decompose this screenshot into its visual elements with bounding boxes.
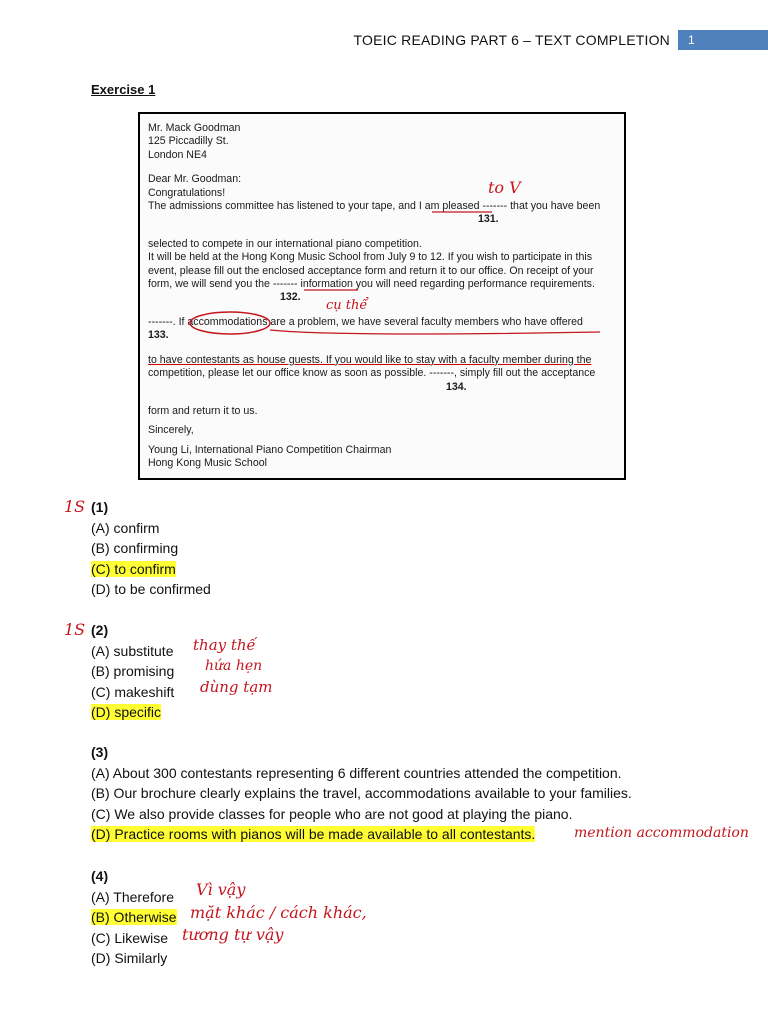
handwritten-note: mention accommodation xyxy=(574,825,749,841)
option-answer[interactable]: (D) Practice rooms with pianos will be made available to all contestants. xyxy=(91,826,536,843)
letter-line: The admissions committee has listened to your tape, and I am pleased ------- that you have been xyxy=(148,200,601,213)
question-number: (1) xyxy=(91,499,109,515)
question-number: (4) xyxy=(91,868,109,884)
letter-line: form, we will send you the ------- information you will need regarding performance requirements. xyxy=(148,278,595,291)
option[interactable]: (C) makeshift xyxy=(91,683,175,700)
question-number: (3) xyxy=(91,744,109,760)
letter-line: Hong Kong Music School xyxy=(148,457,267,470)
blank-number-131: 131. xyxy=(478,213,499,226)
letter-line: Dear Mr. Goodman: xyxy=(148,173,242,186)
option[interactable]: (A) Therefore xyxy=(91,888,174,905)
option[interactable]: (D) to be confirmed xyxy=(91,581,211,598)
letter-line: Congratulations! xyxy=(148,186,226,199)
handwritten-note: mặt khác / cách khác, xyxy=(190,903,367,922)
letter-line: It will be held at the Hong Kong Music School from July 9 to 12. If you wish to participate in this xyxy=(148,251,592,264)
blank-number-133: 133. xyxy=(148,329,169,342)
option[interactable]: (A) confirm xyxy=(91,519,160,536)
letter-line: to have contestants as house guests. If you would like to stay with a faculty member during the xyxy=(148,353,592,366)
letter-line: Sincerely, xyxy=(148,424,194,437)
handwritten-note: cụ thể xyxy=(326,298,368,313)
option-answer[interactable]: (D) specific xyxy=(91,704,162,721)
question-4 xyxy=(91,866,177,969)
option[interactable]: (B) promising xyxy=(91,663,175,680)
option[interactable]: (A) About 300 contestants representing 6 different countries attended the competition. xyxy=(91,764,622,781)
letter-line: form and return it to us. xyxy=(148,404,258,417)
letter-line: London NE4 xyxy=(148,148,207,161)
option-answer[interactable]: (B) Otherwise xyxy=(91,909,177,926)
option[interactable]: (C) We also provide classes for people who are not good at playing the piano. xyxy=(91,805,573,822)
blank-number-134: 134. xyxy=(446,380,467,393)
letter-line: competition, please let our office know as soon as possible. -------, simply fill out the acceptance xyxy=(148,367,596,380)
option[interactable]: (B) Our brochure clearly explains the travel, accommodations available to your families. xyxy=(91,785,632,802)
handwritten-note: Vì vậy xyxy=(196,880,246,899)
handwritten-note: to V xyxy=(488,178,521,197)
question-1 xyxy=(91,497,211,600)
handwritten-note: dùng tạm xyxy=(200,678,273,696)
option[interactable]: (B) confirming xyxy=(91,540,179,557)
letter-line: 125 Piccadilly St. xyxy=(148,135,229,148)
header-title: TOEIC READING PART 6 – TEXT COMPLETION xyxy=(353,32,670,48)
handwritten-note: hứa hẹn xyxy=(205,658,263,674)
letter-line: selected to compete in our international piano competition. xyxy=(148,237,422,250)
option[interactable]: (D) Similarly xyxy=(91,950,168,967)
letter-line: Mr. Mack Goodman xyxy=(148,122,241,134)
exercise-title: Exercise 1 xyxy=(91,82,156,97)
question-number: (2) xyxy=(91,622,109,638)
option-answer[interactable]: (C) to confirm xyxy=(91,560,176,577)
letter-line: -------. If accommodations are a problem, we have several faculty members who have offered xyxy=(148,315,583,328)
handwritten-note: thay thế xyxy=(193,636,256,654)
option[interactable]: (C) Likewise xyxy=(91,929,169,946)
question-2 xyxy=(91,620,174,723)
letter-line: event, please fill out the enclosed acceptance form and return it to our office. On receipt of your xyxy=(148,264,594,277)
score-mark: 1S xyxy=(64,620,86,639)
option[interactable]: (A) substitute xyxy=(91,642,174,659)
page-number-tab: 1 xyxy=(678,30,768,50)
blank-number-132: 132. xyxy=(280,291,301,304)
handwritten-note: tương tự vậy xyxy=(182,925,284,944)
score-mark: 1S xyxy=(64,497,86,516)
question-3 xyxy=(91,742,632,845)
letter-line: Young Li, International Piano Competition Chairman xyxy=(148,443,392,456)
